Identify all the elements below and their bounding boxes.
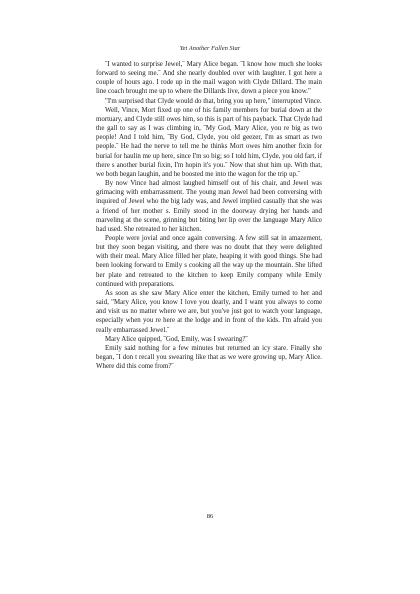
running-header: Yet Another Fallen Star xyxy=(179,45,241,52)
paragraph: People were jovial and once again conversing. A few still sat in amazement, but they soon began visiting, and there was no doubt that they were delighted with their meal. Mary Alice filled her plate, heaping it with good things. She had been looking forward to Emily s cooking all the way up the mountain. She lifted her plate and retreated to the kitchen to keep Emily company while Emily continued with preparations. xyxy=(96,234,322,288)
paragraph: Mary Alice quipped, ˝God, Emily, was I swearing?˝ xyxy=(105,335,248,343)
paragraph: By now Vince had almost laughed himself out of his chair, and Jewel was grimacing with embarrassment. The young man Jewel had been conversing with inquired of Jewel who the big lady was, and Jewel implied casually that she was a friend of her mother s. Emily stood in the doorway drying her hands and marveling at the scene, grinning but biting her lip over the language Mary Alice had used. She retreated to her kitchen. xyxy=(96,180,322,233)
body-text xyxy=(96,60,322,371)
paragraph: "I'm surprised that Clyde would do that, bring you up here," interrupted Vince. xyxy=(105,97,322,105)
paragraph: ˝I wanted to surprise Jewel,˝ Mary Alice began. ˝I know how much she looks forward to seeing me.˝ And she nearly doubled over with laughter. I got here a couple of hours ago. I rode up in the mail wagon with Clyde Dillard. The main line coach brought me up to where the Dillards live, down a piece you know." xyxy=(96,61,322,96)
paragraph: Well, Vince, Mort fixed up one of his family members for burial down at the mortuary, and Clyde still owes him, so this is part of his payback. That Clyde had the gall to say as I was climbing in, ˝My God, Mary Alice, you re big as two people! And I told him, ˝By God, Clyde, you old geezer, I'm as smart as two people.˝ He had the nerve to tell me he thinks Mort owes him another fixin for burial for haulin me up here, since I'm so big; so I told him, Clyde, you old fart, if there s another burial fixin, I'm hopin it's you.˝ Now that shut him up. With that, we both began laughin, and he boosted me into the wagon for the trip up.˝ xyxy=(96,106,322,178)
paragraph: As soon as she saw Mary Alice enter the kitchen, Emily turned to her and said, "Mary Alice, you know I love you dearly, and I want you always to come and visit us no matter where we are, but you've just got to watch your language, especially when you re here at the lodge and in front of the kids. I'm afraid you really embarrassed Jewel.˝ xyxy=(96,289,322,334)
page-number: 86 xyxy=(206,513,214,520)
paragraph: Emily said nothing for a few minutes but returned an icy stare. Finally she began, ˝I don t recall you swearing like that as we were growing up, Mary Alice. Where did this come from?˝ xyxy=(96,344,322,371)
